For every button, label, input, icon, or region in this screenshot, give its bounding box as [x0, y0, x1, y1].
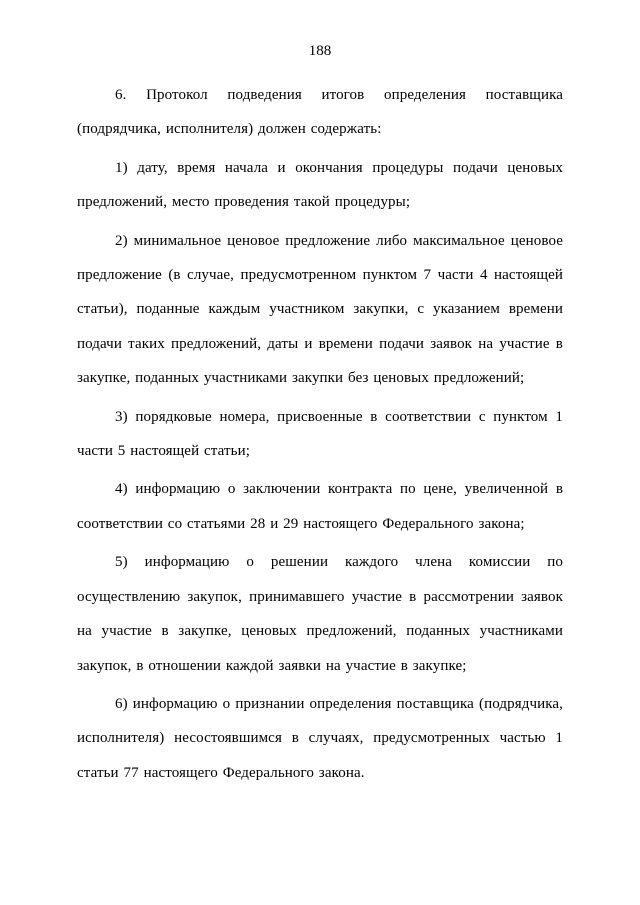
list-item-4: 4) информацию о заключении контракта по цене, увеличенной в соответствии со статьями 28 и 29 настоящего Федерального закона; — [77, 481, 563, 532]
list-item-2: 2) минимальное ценовое предложение либо максимальное ценовое предложение (в случае, предусмотренном пунктом 7 части 4 настоящей статьи), поданные каждым участником закупки, с указанием времени подачи таких предложений, даты и времени подачи заявок на участие в закупке, поданных участниками закупки без ценовых предложений; — [77, 232, 563, 387]
list-item-1: 1) дату, время начала и окончания процедуры подачи ценовых предложений, место проведения такой процедуры; — [77, 159, 563, 211]
list-item-6: 6) информацию о признании определения поставщика (подрядчика, исполнителя) несостоявшимся в случаях, предусмотренных частью 1 статьи 77 настоящего Федерального закона. — [77, 695, 563, 781]
document-body — [77, 78, 563, 794]
paragraph-6-intro: 6. Протокол подведения итогов определения поставщика (подрядчика, исполнителя) должен содержать: — [77, 87, 563, 138]
page-number: 188 — [308, 43, 332, 59]
list-item-3: 3) порядковые номера, присвоенные в соответствии с пунктом 1 части 5 настоящей статьи; — [77, 408, 563, 460]
list-item-5: 5) информацию о решении каждого члена комиссии по осуществлению закупок, принимавшего участие в рассмотрении заявок на участие в закупке, ценовых предложений, поданных участниками закупок, в отношении каждой заявки на участие в закупке; — [77, 554, 563, 674]
